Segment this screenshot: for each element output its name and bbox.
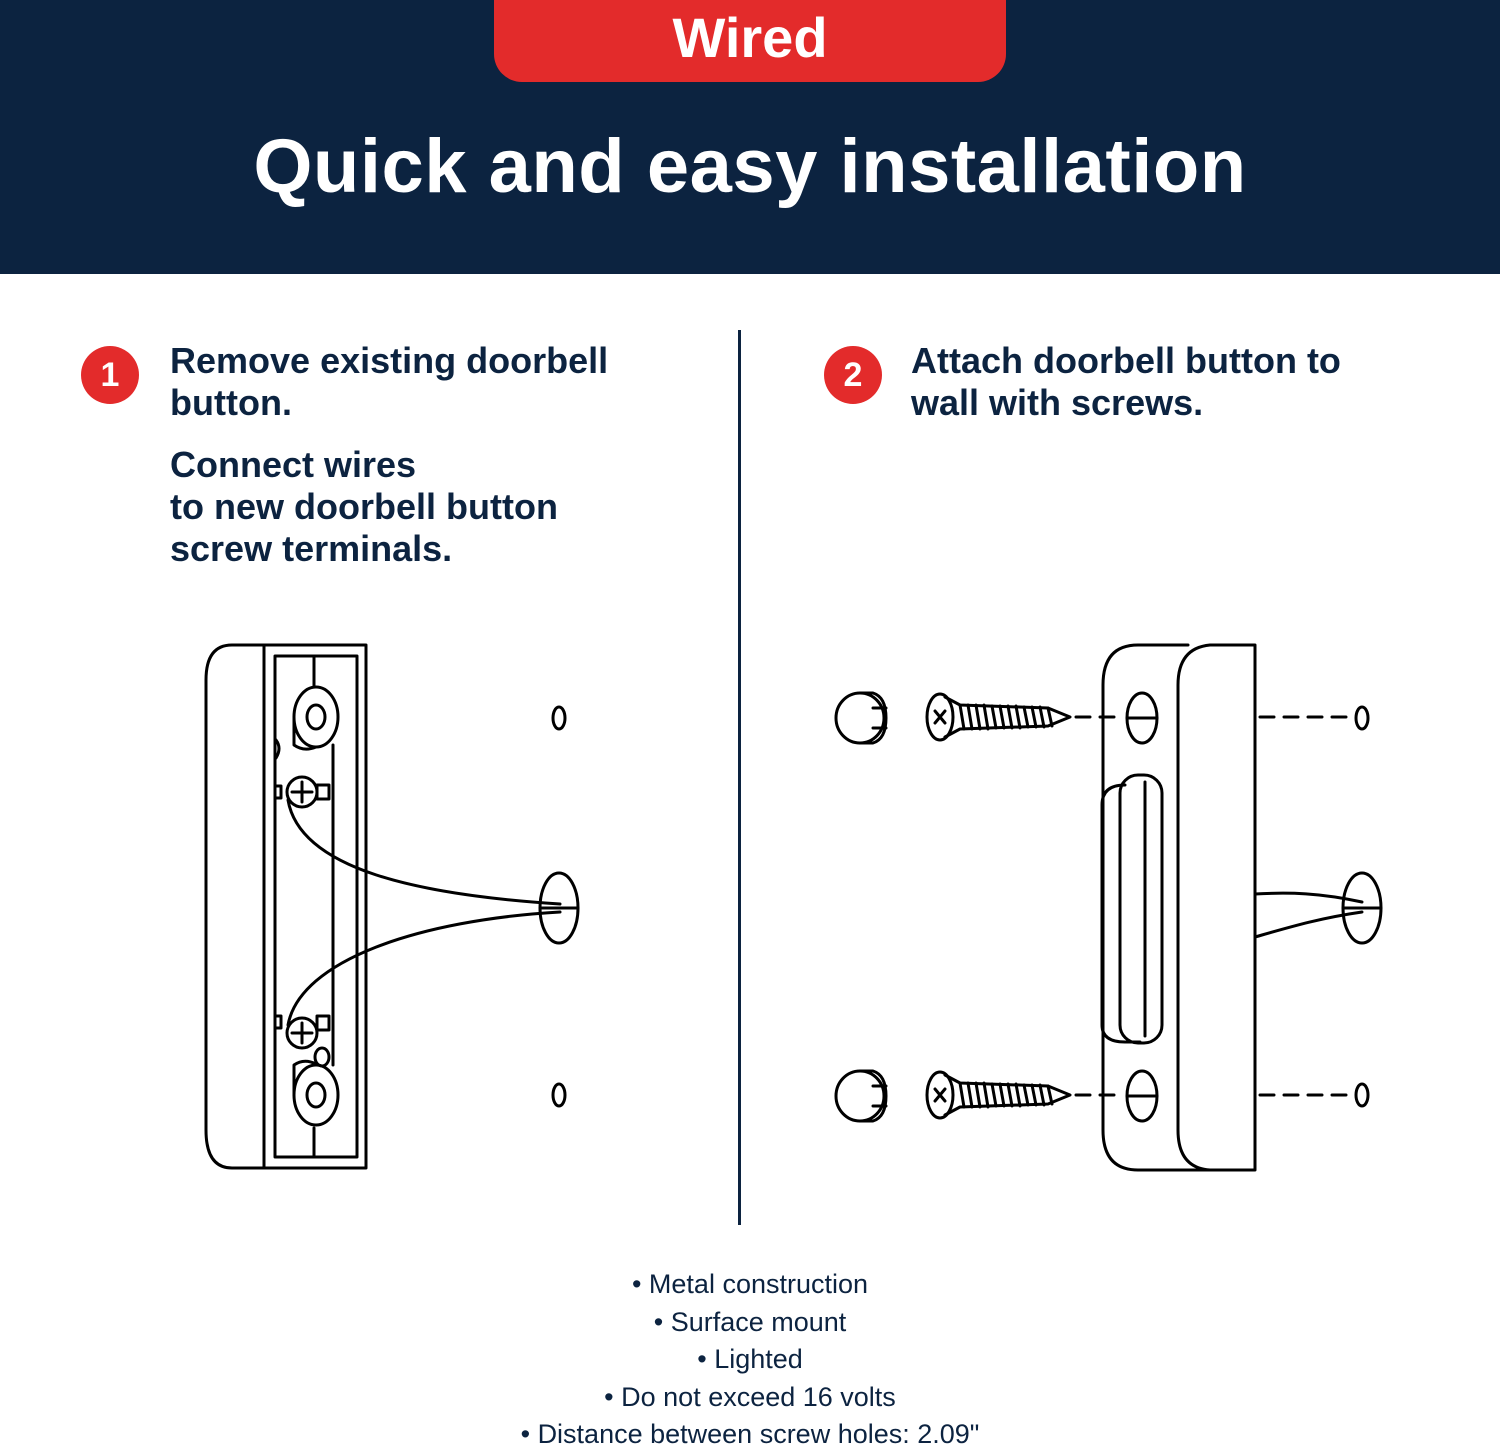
spec-list	[0, 1266, 1500, 1454]
step-1-line: button.	[170, 382, 292, 423]
step-1-badge: 1	[81, 346, 139, 404]
spec-item: • Lighted	[0, 1341, 1500, 1379]
page-title: Quick and easy installation	[253, 124, 1247, 209]
top-screw	[927, 694, 1070, 740]
spec-item: • Distance between screw holes: 2.09"	[0, 1416, 1500, 1454]
step-2-badge: 2	[824, 346, 882, 404]
doorbell-button-back-illustration	[206, 645, 578, 1168]
spec-item: • Surface mount	[0, 1304, 1500, 1342]
bottom-screw	[927, 1072, 1070, 1118]
wired-tag: Wired	[494, 0, 1006, 82]
doorbell-mounting-illustration	[836, 645, 1381, 1170]
step-1-line: Connect wires	[170, 444, 417, 485]
step-2-line: wall with screws.	[911, 382, 1204, 423]
spec-item: • Do not exceed 16 volts	[0, 1379, 1500, 1417]
step-1-line: Remove existing doorbell	[170, 340, 609, 381]
step-1-line: screw terminals.	[170, 528, 453, 569]
step-1-line: to new doorbell button	[170, 486, 558, 527]
step-2-line: Attach doorbell button to	[911, 340, 1341, 381]
spec-item: • Metal construction	[0, 1266, 1500, 1304]
